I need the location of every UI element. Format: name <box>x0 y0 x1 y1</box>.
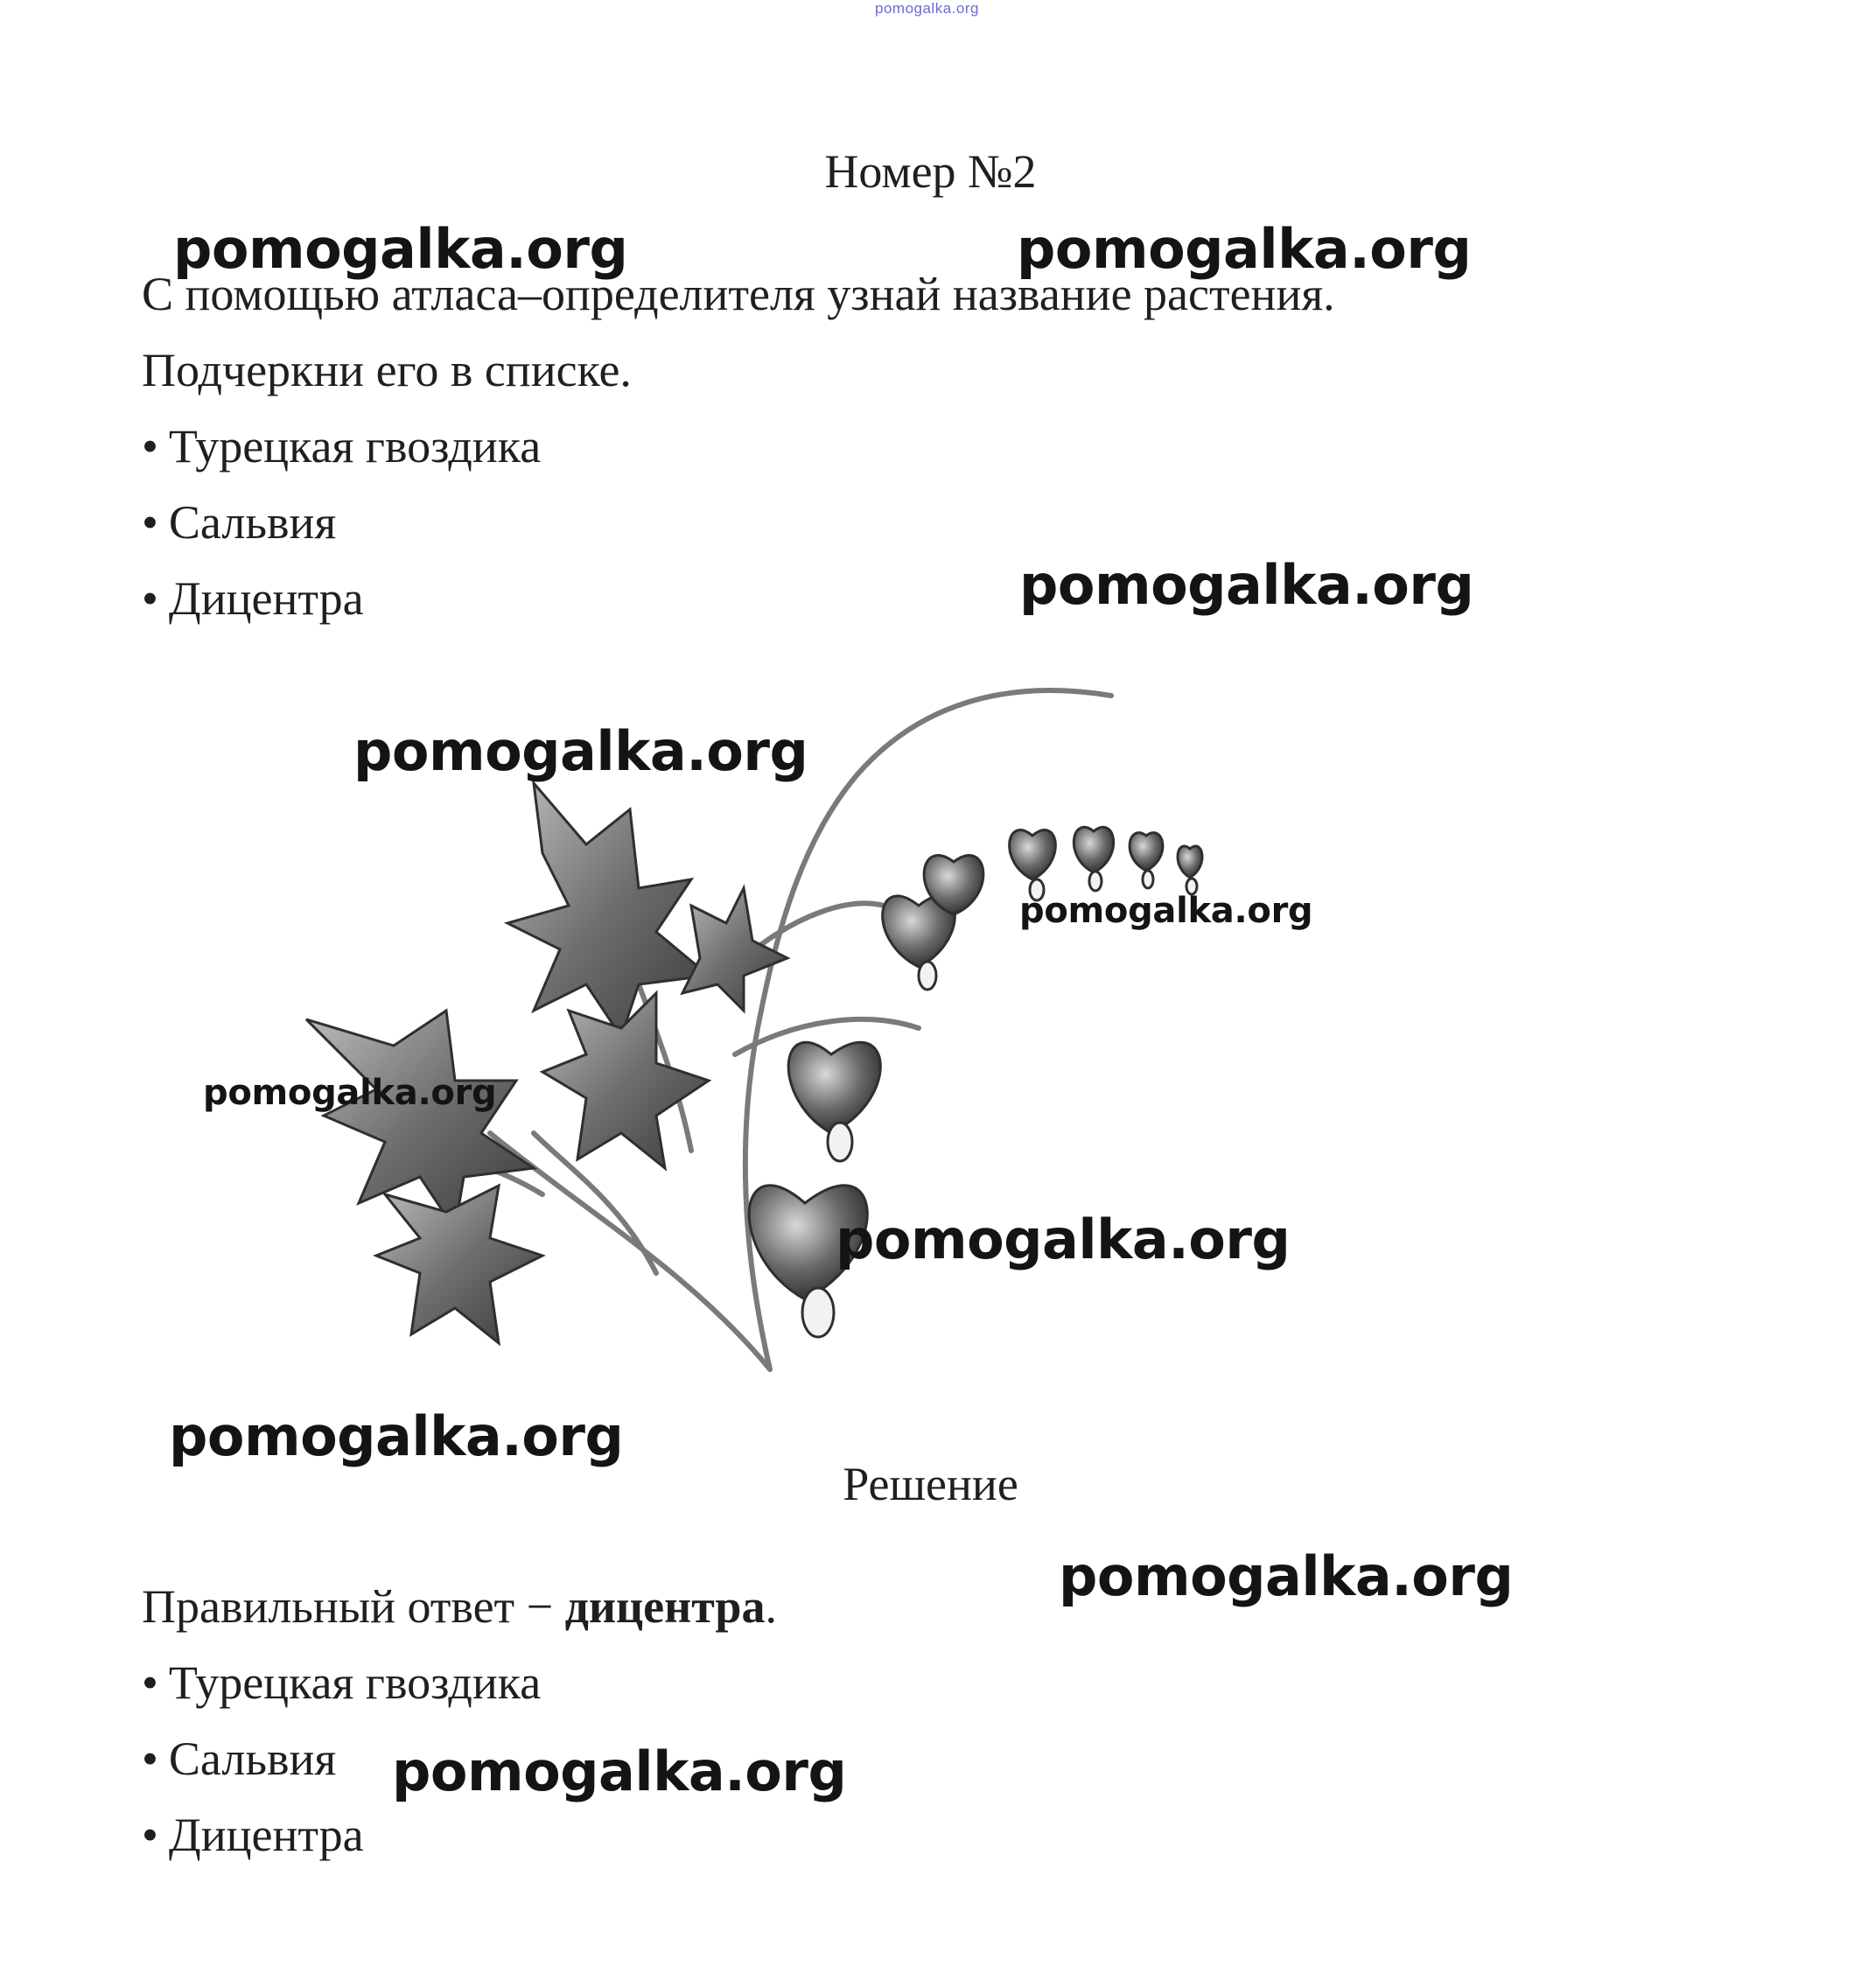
answer-suffix: . <box>765 1580 777 1633</box>
bullet-icon: • <box>142 1732 158 1785</box>
bullet-icon: • <box>142 572 158 625</box>
solution-option-item <box>142 1732 336 1786</box>
watermark: pomogalka.org <box>1059 1544 1514 1608</box>
watermark: pomogalka.org <box>1019 891 1313 931</box>
option-item <box>142 419 541 473</box>
answer-line <box>142 1579 777 1634</box>
option-label: Дицентра <box>168 1809 364 1861</box>
option-label: Турецкая гвоздика <box>168 420 542 472</box>
option-label: Дицентра <box>168 572 364 625</box>
bullet-icon: • <box>142 420 158 472</box>
page-title: Номер №2 <box>824 145 1037 198</box>
option-label: Турецкая гвоздика <box>168 1656 542 1709</box>
solution-title: Решение <box>843 1458 1018 1510</box>
task-line-1: С помощью атласа–определителя узнай название растения. <box>142 268 1335 320</box>
site-mark: pomogalka.org <box>875 0 979 17</box>
watermark: pomogalka.org <box>392 1740 847 1803</box>
answer-prefix: Правильный ответ − <box>142 1580 565 1633</box>
option-item <box>142 571 364 626</box>
option-item <box>142 495 336 550</box>
answer-bold: дицентра <box>564 1580 766 1633</box>
watermark: pomogalka.org <box>1017 217 1472 281</box>
option-label: Сальвия <box>168 496 337 549</box>
watermark: pomogalka.org <box>169 1404 624 1468</box>
watermark: pomogalka.org <box>173 217 628 281</box>
bullet-icon: • <box>142 1656 158 1709</box>
solution-option-item <box>142 1656 541 1710</box>
watermark: pomogalka.org <box>1019 553 1474 617</box>
option-label: Сальвия <box>168 1732 337 1785</box>
task-line-2: Подчеркни его в списке. <box>142 344 632 396</box>
bullet-icon: • <box>142 496 158 549</box>
solution-option-item <box>142 1808 364 1862</box>
watermark: pomogalka.org <box>203 1073 497 1113</box>
bullet-icon: • <box>142 1809 158 1861</box>
watermark: pomogalka.org <box>836 1208 1291 1271</box>
watermark: pomogalka.org <box>353 719 808 783</box>
